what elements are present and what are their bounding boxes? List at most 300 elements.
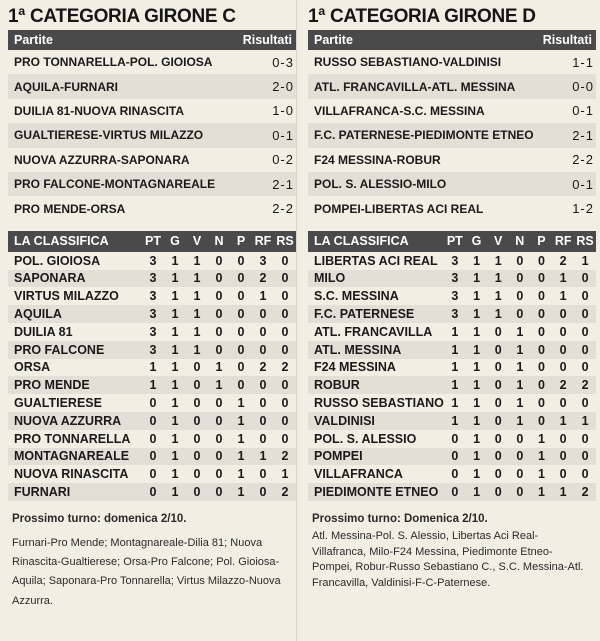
match-row	[308, 50, 596, 74]
match-teams: VILLAFRANCA-S.C. MESSINA	[314, 103, 485, 118]
match-teams: RUSSO SEBASTIANO-VALDINISI	[314, 55, 502, 70]
standings-team: DUILIA 81	[14, 324, 73, 339]
standings-value: 0	[559, 431, 567, 446]
standings-row	[8, 376, 296, 394]
match-result: 2-2	[272, 201, 294, 217]
match-result: 2-1	[572, 127, 594, 143]
standings-value: 0	[252, 341, 274, 359]
standings-value: 0	[252, 483, 274, 501]
standings-team: F.C. PATERNESE	[308, 305, 444, 323]
standings-value: 3	[142, 341, 164, 359]
standings-col-header: RS	[574, 231, 596, 252]
standings-value: 0	[230, 341, 252, 359]
standings-col-header: PT	[142, 231, 164, 252]
standings-value: 0	[259, 467, 267, 482]
standings-row	[8, 305, 296, 323]
standings-value: 0	[142, 412, 164, 430]
standings-value: 1	[473, 289, 481, 304]
standings-value: 0	[259, 431, 267, 446]
column-divider	[296, 0, 297, 641]
standings-row	[308, 376, 596, 394]
matches-header-left: Partite	[314, 33, 353, 47]
standings-value: 1	[487, 305, 509, 323]
standings-value: 0	[537, 396, 545, 410]
standings-value: 1	[230, 412, 252, 430]
standings-value: 0	[581, 396, 589, 410]
standings-value: 0	[230, 305, 252, 323]
standings-value: 0	[537, 360, 545, 375]
standings-value: 0	[531, 376, 553, 394]
standings-row	[8, 430, 296, 448]
standings-value: 0	[281, 396, 289, 410]
standings-value: 0	[531, 270, 553, 288]
standings-value: 1	[466, 305, 488, 323]
standings-col-header: V	[487, 231, 509, 252]
standings-value: 0	[149, 431, 157, 446]
standings-value: 1	[186, 270, 208, 288]
standings-team: PRO FALCONE	[8, 341, 142, 359]
standings-value: 0	[574, 270, 596, 288]
group-c-column	[8, 0, 296, 611]
standings-value: 0	[208, 412, 230, 430]
standings-row	[8, 287, 296, 305]
match-result: 1-0	[272, 103, 294, 119]
group-title: 1ª CATEGORIA GIRONE C	[8, 6, 236, 27]
group-title: 1ª CATEGORIA GIRONE D	[308, 6, 536, 27]
standings-value: 1	[466, 376, 488, 394]
standings-value: 0	[552, 448, 574, 466]
match-teams: POL. S. ALESSIO-MILO	[314, 177, 447, 192]
standings-value: 0	[494, 324, 502, 339]
standings-value: 1	[531, 483, 553, 501]
standings-head	[308, 231, 596, 252]
standings-team: PRO MENDE	[8, 376, 142, 394]
standings-value: 1	[581, 253, 589, 268]
standings-team: FURNARI	[8, 483, 142, 501]
standings-value: 1	[164, 448, 186, 466]
standings-value: 1	[149, 360, 157, 375]
standings-head	[8, 231, 296, 252]
standings-value: 0	[193, 431, 201, 446]
standings-value: 0	[281, 289, 289, 304]
standings-value: 0	[494, 396, 502, 410]
standings-value: 0	[552, 341, 574, 359]
standings-value: 1	[466, 270, 488, 288]
standings-value: 1	[473, 324, 481, 339]
standings-value: 0	[215, 467, 223, 482]
standings-value: 1	[552, 483, 574, 501]
standings-header-row	[308, 231, 596, 252]
match-result: 0-1	[572, 176, 594, 192]
next-round-label: Prossimo turno: domenica 2/10.	[12, 512, 187, 525]
standings-value: 1	[473, 431, 481, 446]
standings-team: AQUILA	[8, 305, 142, 323]
standings-value: 1	[193, 324, 201, 339]
standings-value: 1	[164, 412, 186, 430]
standings-value: 1	[208, 376, 230, 394]
standings-team: RUSSO SEBASTIANO	[314, 396, 444, 410]
standings-value: 0	[142, 448, 164, 466]
standings-team: SAPONARA	[8, 270, 142, 288]
standings-value: 2	[252, 270, 274, 288]
standings-value: 1	[444, 341, 466, 359]
standings-row	[8, 465, 296, 483]
standings-value: 1	[237, 431, 245, 446]
standings-value: 1	[516, 324, 524, 339]
matches-header-left: Partite	[14, 33, 53, 47]
standings-value: 1	[164, 270, 186, 288]
standings-team: MILO	[308, 270, 444, 288]
standings-value: 1	[281, 467, 289, 482]
standings-value: 1	[215, 360, 223, 375]
match-teams: PRO MENDE-ORSA	[14, 201, 126, 216]
standings-value: 1	[230, 448, 252, 466]
standings-col-header: RF	[252, 231, 274, 252]
standings-value: 0	[252, 305, 274, 323]
standings-value: 2	[259, 360, 267, 375]
match-result: 0-0	[572, 79, 594, 95]
match-row	[8, 123, 296, 147]
matches-header-right: Risultati	[542, 33, 592, 47]
standings-value: 1	[259, 289, 267, 304]
standings-value: 0	[487, 483, 509, 501]
match-teams: DUILIA 81-NUOVA RINASCITA	[14, 103, 185, 118]
standings-row	[308, 270, 596, 288]
standings-value: 0	[274, 270, 296, 288]
standings-col-header: G	[466, 231, 488, 252]
standings-value: 0	[274, 305, 296, 323]
standings-value: 0	[487, 341, 509, 359]
match-result: 0-2	[272, 152, 294, 168]
standings-row	[308, 412, 596, 430]
standings-value: 0	[208, 483, 230, 501]
standings-row	[8, 412, 296, 430]
standings-row	[308, 341, 596, 359]
standings-team: GUALTIERESE	[14, 396, 102, 410]
standings-value: 0	[193, 360, 201, 375]
standings-value: 0	[215, 431, 223, 446]
standings-value: 0	[142, 483, 164, 501]
next-round-label: Prossimo turno: Domenica 2/10.	[312, 512, 488, 525]
standings-value: 0	[230, 270, 252, 288]
match-result: 2-2	[572, 152, 594, 168]
standings-value: 0	[516, 289, 524, 304]
standings-value: 0	[559, 324, 567, 339]
standings-value: 0	[451, 467, 459, 482]
standings-value: 0	[537, 289, 545, 304]
standings-value: 0	[509, 483, 531, 501]
section-gap	[308, 221, 596, 231]
standings-value: 1	[164, 376, 186, 394]
standings-value: 3	[142, 305, 164, 323]
standings-row	[8, 359, 296, 377]
match-list	[8, 50, 296, 221]
standings-title: LA CLASSIFICA	[8, 231, 142, 252]
standings-value: 3	[259, 253, 267, 268]
match-row	[308, 148, 596, 172]
standings-value: 1	[516, 396, 524, 410]
standings-value: 1	[494, 253, 502, 268]
standings-value: 2	[574, 376, 596, 394]
standings-value: 1	[171, 360, 179, 375]
match-teams: POMPEI-LIBERTAS ACI REAL	[314, 201, 484, 216]
match-row	[308, 172, 596, 196]
standings-col-header: G	[164, 231, 186, 252]
standings-value: 1	[466, 341, 488, 359]
standings-value: 0	[259, 324, 267, 339]
standings-value: 0	[494, 360, 502, 375]
standings-team: POL. GIOIOSA	[14, 253, 101, 268]
standings-value: 1	[444, 412, 466, 430]
match-row	[8, 99, 296, 123]
match-result: 0-1	[272, 127, 294, 143]
standings-value: 2	[552, 376, 574, 394]
match-result: 0-1	[572, 103, 594, 119]
standings-team: PRO TONNARELLA	[14, 431, 131, 446]
match-teams: ATL. FRANCAVILLA-ATL. MESSINA	[314, 79, 516, 94]
standings-row	[308, 323, 596, 341]
match-row	[8, 172, 296, 196]
standings-col-header: RS	[274, 231, 296, 252]
standings-row	[308, 483, 596, 501]
standings-value: 0	[252, 376, 274, 394]
standings-value: 1	[171, 324, 179, 339]
standings-team: F24 MESSINA	[314, 360, 396, 375]
standings-value: 1	[473, 360, 481, 375]
standings-value: 0	[186, 483, 208, 501]
standings-value: 3	[451, 253, 459, 268]
standings-value: 1	[451, 396, 459, 410]
standings-value: 0	[208, 305, 230, 323]
standings-value: 1	[466, 412, 488, 430]
standings-value: 0	[215, 324, 223, 339]
standings-value: 2	[281, 360, 289, 375]
standings-value: 0	[487, 376, 509, 394]
match-row	[308, 74, 596, 98]
standings-team: ORSA	[14, 360, 51, 375]
standings-col-header: P	[531, 231, 553, 252]
standings-value: 1	[230, 483, 252, 501]
standings-row	[8, 341, 296, 359]
matches-header	[308, 30, 596, 50]
standings-value: 0	[215, 253, 223, 268]
standings-value: 3	[444, 270, 466, 288]
standings-value: 0	[581, 360, 589, 375]
standings-value: 0	[186, 412, 208, 430]
match-row	[308, 196, 596, 220]
standings-value: 0	[193, 396, 201, 410]
standings-value: 0	[516, 253, 524, 268]
standings-value: 1	[193, 253, 201, 268]
match-list	[308, 50, 596, 221]
standings-value: 0	[494, 467, 502, 482]
matches-header-right: Risultati	[242, 33, 292, 47]
standings-team: ROBUR	[308, 376, 444, 394]
next-round	[308, 512, 596, 592]
standings-value: 0	[574, 305, 596, 323]
standings-header-row	[8, 231, 296, 252]
standings-col-header: PT	[444, 231, 466, 252]
standings-value: 0	[237, 289, 245, 304]
standings-value: 2	[274, 483, 296, 501]
standings-value: 1	[171, 431, 179, 446]
standings-value: 1	[466, 483, 488, 501]
match-row	[308, 99, 596, 123]
match-result: 0-3	[272, 54, 294, 70]
standings-value: 1	[164, 483, 186, 501]
standings-row	[308, 252, 596, 270]
standings-value: 0	[581, 431, 589, 446]
standings-value: 0	[215, 289, 223, 304]
standings-value: 1	[494, 289, 502, 304]
standings-value: 1	[171, 467, 179, 482]
standings-value: 0	[559, 360, 567, 375]
standings-team: MONTAGNAREALE	[8, 448, 142, 466]
standings-value: 0	[237, 360, 245, 375]
standings-value: 1	[574, 412, 596, 430]
standings-value: 0	[186, 448, 208, 466]
standings-value: 0	[559, 467, 567, 482]
standings-value: 1	[142, 376, 164, 394]
standings-value: 0	[509, 448, 531, 466]
standings-value: 0	[516, 467, 524, 482]
match-teams: PRO FALCONE-MONTAGNAREALE	[14, 177, 216, 192]
standings-value: 1	[186, 305, 208, 323]
match-row	[308, 123, 596, 147]
standings-team: POMPEI	[308, 448, 444, 466]
standings-value: 1	[466, 448, 488, 466]
standings-value: 0	[259, 396, 267, 410]
standings-team: VILLAFRANCA	[314, 467, 403, 482]
standings-row	[8, 323, 296, 341]
standings-col-header: RF	[552, 231, 574, 252]
standings-value: 0	[208, 448, 230, 466]
standings-value: 0	[531, 412, 553, 430]
standings-value: 0	[531, 341, 553, 359]
standings-value: 0	[208, 270, 230, 288]
standings-value: 1	[451, 324, 459, 339]
standings-team: POL. S. ALESSIO	[314, 431, 417, 446]
match-result: 2-1	[272, 176, 294, 192]
standings-value: 1	[237, 467, 245, 482]
standings-value: 0	[281, 431, 289, 446]
standings-row	[8, 270, 296, 288]
standings-col-header: N	[208, 231, 230, 252]
standings-row	[8, 448, 296, 466]
standings-value: 0	[444, 483, 466, 501]
standings-value: 0	[494, 431, 502, 446]
standings-value: 0	[487, 448, 509, 466]
standings-value: 1	[164, 341, 186, 359]
standings-value: 0	[509, 305, 531, 323]
standings-value: 1	[451, 360, 459, 375]
standings-value: 1	[473, 253, 481, 268]
standings-value: 0	[444, 448, 466, 466]
match-row	[8, 196, 296, 220]
standings-body	[8, 252, 296, 501]
standings-value: 1	[487, 270, 509, 288]
standings-value: 0	[581, 289, 589, 304]
standings-team: PIEDIMONTE ETNEO	[308, 483, 444, 501]
standings-value: 0	[559, 396, 567, 410]
standings-body	[308, 252, 596, 501]
standings-value: 0	[281, 253, 289, 268]
standings-value: 1	[559, 289, 567, 304]
standings-col-header: N	[509, 231, 531, 252]
standings-value: 1	[509, 412, 531, 430]
standings-value: 1	[537, 467, 545, 482]
standings-value: 0	[252, 412, 274, 430]
standings-team: ATL. MESSINA	[308, 341, 444, 359]
standings-value: 1	[531, 448, 553, 466]
standings-row	[308, 305, 596, 323]
standings-team: NUOVA RINASCITA	[14, 467, 129, 482]
standings-row	[308, 359, 596, 377]
standings-value: 0	[215, 396, 223, 410]
standings-value: 1	[444, 376, 466, 394]
standings-value: 0	[509, 270, 531, 288]
standings-value: 0	[237, 253, 245, 268]
standings-col-header: V	[186, 231, 208, 252]
match-row	[8, 50, 296, 74]
standings-row	[308, 287, 596, 305]
standings-value: 3	[149, 324, 157, 339]
standings-value: 1	[509, 376, 531, 394]
standings-value: 0	[574, 341, 596, 359]
standings-value: 0	[581, 467, 589, 482]
standings-value: 0	[581, 324, 589, 339]
standings-value: 1	[171, 289, 179, 304]
standings-value: 0	[531, 305, 553, 323]
standings-value: 0	[574, 448, 596, 466]
match-teams: AQUILA-FURNARI	[14, 79, 118, 94]
standings-row	[308, 465, 596, 483]
standings-row	[8, 483, 296, 501]
next-round	[8, 512, 296, 611]
standings-value: 0	[237, 324, 245, 339]
standings-value: 0	[274, 376, 296, 394]
standings-value: 3	[149, 289, 157, 304]
standings-value: 2	[274, 448, 296, 466]
standings-value: 2	[574, 483, 596, 501]
standings-value: 1	[537, 431, 545, 446]
standings-row	[8, 394, 296, 412]
standings-team: ATL. FRANCAVILLA	[314, 324, 433, 339]
standings-value: 0	[537, 253, 545, 268]
standings-value: 0	[193, 467, 201, 482]
standings-value: 3	[444, 305, 466, 323]
match-teams: F.C. PATERNESE-PIEDIMONTE ETNEO	[314, 128, 534, 143]
standings-team: VIRTUS MILAZZO	[14, 289, 119, 304]
standings-value: 0	[186, 376, 208, 394]
standings-value: 1	[193, 289, 201, 304]
standings-value: 0	[274, 341, 296, 359]
standings-value: 0	[516, 431, 524, 446]
next-round-fixtures: Furnari-Pro Mende; Montagnareale-Dilia 81; Nuova Rinascita-Gualtierese; Orsa-Pro Falcone; Pol. Gioiosa-Aquila; Saponara-Pro Tonnarella; Virtus Milazzo-Nuova Azzurra.	[12, 536, 281, 607]
standings-value: 1	[473, 467, 481, 482]
match-row	[8, 74, 296, 98]
standings-value: 1	[473, 396, 481, 410]
standings-value: 2	[559, 253, 567, 268]
standings-value: 0	[552, 305, 574, 323]
match-row	[8, 148, 296, 172]
standings-value: 1	[237, 396, 245, 410]
standings-value: 1	[509, 341, 531, 359]
standings-value: 0	[274, 412, 296, 430]
standings-value: 0	[281, 324, 289, 339]
next-round-fixtures: Atl. Messina-Pol. S. Alessio, Libertas Aci Real-Villafranca, Milo-F24 Messina, Piedimonte Etneo-Pompei, Robur-Russo Sebastiano C., S.C. Messina-Atl. Francavilla, Valdinisi-F-C-Paternese.	[312, 529, 584, 590]
standings-value: 3	[451, 289, 459, 304]
